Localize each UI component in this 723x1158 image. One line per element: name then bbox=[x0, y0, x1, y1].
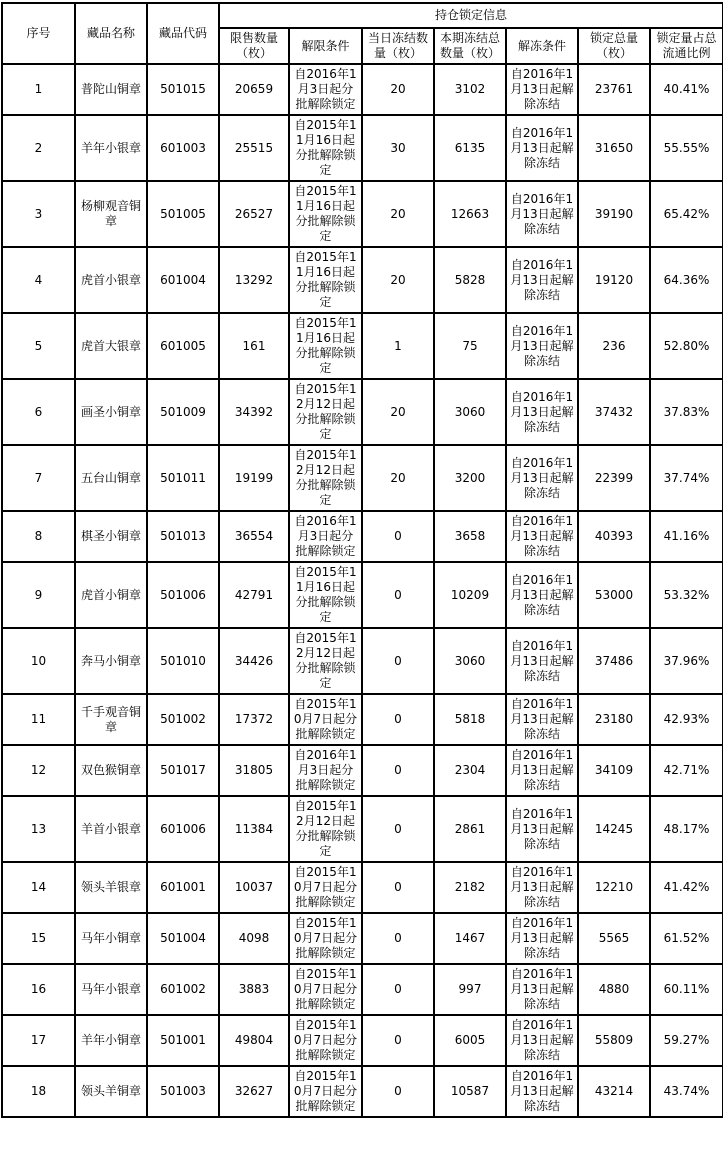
cell-restricted-qty: 34392 bbox=[219, 379, 289, 445]
cell-unlock-condition: 自2015年12月12日起分批解除锁定 bbox=[289, 445, 362, 511]
table-row bbox=[2, 796, 723, 862]
table-header bbox=[2, 3, 723, 64]
cell-unfreeze-condition: 自2016年1月13日起解除冻结 bbox=[506, 862, 578, 913]
cell-unlock-condition: 自2015年11月16日起分批解除锁定 bbox=[289, 562, 362, 628]
cell-period-frozen-total: 5828 bbox=[434, 247, 506, 313]
table-row bbox=[2, 181, 723, 247]
col-header-period-frozen-total: 本期冻结总数量（枚） bbox=[434, 28, 506, 64]
cell-period-frozen-total: 2861 bbox=[434, 796, 506, 862]
cell-restricted-qty: 19199 bbox=[219, 445, 289, 511]
col-header-unfreeze-condition: 解冻条件 bbox=[506, 28, 578, 64]
cell-item-name: 杨柳观音铜章 bbox=[75, 181, 147, 247]
cell-unlock-condition: 自2015年10月7日起分批解除锁定 bbox=[289, 913, 362, 964]
cell-restricted-qty: 10037 bbox=[219, 862, 289, 913]
cell-unfreeze-condition: 自2016年1月13日起解除冻结 bbox=[506, 379, 578, 445]
cell-daily-frozen-qty: 0 bbox=[362, 562, 434, 628]
cell-seq: 14 bbox=[2, 862, 75, 913]
cell-restricted-qty: 32627 bbox=[219, 1066, 289, 1117]
holding-lock-info-table bbox=[1, 2, 723, 1118]
cell-locked-total: 4880 bbox=[578, 964, 650, 1015]
cell-item-name: 棋圣小铜章 bbox=[75, 511, 147, 562]
cell-unfreeze-condition: 自2016年1月13日起解除冻结 bbox=[506, 1015, 578, 1066]
cell-restricted-qty: 17372 bbox=[219, 694, 289, 745]
cell-unfreeze-condition: 自2016年1月13日起解除冻结 bbox=[506, 511, 578, 562]
cell-locked-total: 43214 bbox=[578, 1066, 650, 1117]
cell-seq: 7 bbox=[2, 445, 75, 511]
cell-locked-total: 31650 bbox=[578, 115, 650, 181]
cell-daily-frozen-qty: 20 bbox=[362, 445, 434, 511]
cell-restricted-qty: 4098 bbox=[219, 913, 289, 964]
cell-item-code: 501006 bbox=[147, 562, 219, 628]
cell-locked-total: 5565 bbox=[578, 913, 650, 964]
cell-period-frozen-total: 10209 bbox=[434, 562, 506, 628]
cell-restricted-qty: 11384 bbox=[219, 796, 289, 862]
cell-item-name: 双色猴铜章 bbox=[75, 745, 147, 796]
cell-locked-total: 14245 bbox=[578, 796, 650, 862]
cell-unlock-condition: 自2015年10月7日起分批解除锁定 bbox=[289, 964, 362, 1015]
cell-locked-total: 53000 bbox=[578, 562, 650, 628]
cell-locked-ratio: 43.74% bbox=[650, 1066, 723, 1117]
cell-daily-frozen-qty: 0 bbox=[362, 1066, 434, 1117]
cell-item-code: 501003 bbox=[147, 1066, 219, 1117]
group-header-row bbox=[2, 3, 723, 28]
cell-item-code: 601002 bbox=[147, 964, 219, 1015]
cell-locked-total: 23180 bbox=[578, 694, 650, 745]
cell-item-name: 普陀山铜章 bbox=[75, 64, 147, 115]
cell-daily-frozen-qty: 0 bbox=[362, 913, 434, 964]
cell-unlock-condition: 自2015年10月7日起分批解除锁定 bbox=[289, 1066, 362, 1117]
cell-locked-ratio: 37.74% bbox=[650, 445, 723, 511]
table-row bbox=[2, 64, 723, 115]
col-header-seq: 序号 bbox=[2, 3, 75, 64]
cell-item-code: 501001 bbox=[147, 1015, 219, 1066]
cell-unfreeze-condition: 自2016年1月13日起解除冻结 bbox=[506, 313, 578, 379]
cell-daily-frozen-qty: 0 bbox=[362, 628, 434, 694]
table-row bbox=[2, 694, 723, 745]
cell-period-frozen-total: 3200 bbox=[434, 445, 506, 511]
cell-seq: 16 bbox=[2, 964, 75, 1015]
cell-restricted-qty: 20659 bbox=[219, 64, 289, 115]
cell-item-code: 501015 bbox=[147, 64, 219, 115]
cell-item-name: 虎首小银章 bbox=[75, 247, 147, 313]
cell-daily-frozen-qty: 0 bbox=[362, 964, 434, 1015]
cell-daily-frozen-qty: 0 bbox=[362, 862, 434, 913]
cell-period-frozen-total: 3060 bbox=[434, 628, 506, 694]
cell-seq: 12 bbox=[2, 745, 75, 796]
cell-item-code: 501010 bbox=[147, 628, 219, 694]
cell-restricted-qty: 31805 bbox=[219, 745, 289, 796]
cell-unfreeze-condition: 自2016年1月13日起解除冻结 bbox=[506, 181, 578, 247]
cell-seq: 6 bbox=[2, 379, 75, 445]
cell-seq: 11 bbox=[2, 694, 75, 745]
cell-locked-total: 55809 bbox=[578, 1015, 650, 1066]
cell-seq: 5 bbox=[2, 313, 75, 379]
cell-unfreeze-condition: 自2016年1月13日起解除冻结 bbox=[506, 796, 578, 862]
cell-seq: 4 bbox=[2, 247, 75, 313]
cell-item-name: 领头羊银章 bbox=[75, 862, 147, 913]
cell-unlock-condition: 自2015年10月7日起分批解除锁定 bbox=[289, 694, 362, 745]
cell-seq: 18 bbox=[2, 1066, 75, 1117]
cell-item-name: 马年小银章 bbox=[75, 964, 147, 1015]
cell-unfreeze-condition: 自2016年1月13日起解除冻结 bbox=[506, 64, 578, 115]
cell-item-code: 501017 bbox=[147, 745, 219, 796]
col-header-restricted-qty: 限售数量（枚） bbox=[219, 28, 289, 64]
cell-restricted-qty: 42791 bbox=[219, 562, 289, 628]
cell-daily-frozen-qty: 20 bbox=[362, 64, 434, 115]
cell-seq: 13 bbox=[2, 796, 75, 862]
cell-restricted-qty: 26527 bbox=[219, 181, 289, 247]
table-row bbox=[2, 913, 723, 964]
cell-unfreeze-condition: 自2016年1月13日起解除冻结 bbox=[506, 445, 578, 511]
cell-daily-frozen-qty: 30 bbox=[362, 115, 434, 181]
cell-locked-total: 37432 bbox=[578, 379, 650, 445]
cell-restricted-qty: 3883 bbox=[219, 964, 289, 1015]
cell-unlock-condition: 自2015年11月16日起分批解除锁定 bbox=[289, 181, 362, 247]
cell-period-frozen-total: 997 bbox=[434, 964, 506, 1015]
cell-unlock-condition: 自2015年12月12日起分批解除锁定 bbox=[289, 628, 362, 694]
cell-locked-ratio: 55.55% bbox=[650, 115, 723, 181]
cell-unfreeze-condition: 自2016年1月13日起解除冻结 bbox=[506, 628, 578, 694]
group-header-lock-info: 持仓锁定信息 bbox=[219, 3, 723, 28]
cell-unlock-condition: 自2016年1月3日起分批解除锁定 bbox=[289, 64, 362, 115]
cell-item-name: 奔马小铜章 bbox=[75, 628, 147, 694]
cell-restricted-qty: 13292 bbox=[219, 247, 289, 313]
table-row bbox=[2, 115, 723, 181]
cell-locked-total: 12210 bbox=[578, 862, 650, 913]
cell-item-code: 601005 bbox=[147, 313, 219, 379]
table-row bbox=[2, 313, 723, 379]
cell-locked-ratio: 53.32% bbox=[650, 562, 723, 628]
cell-unlock-condition: 自2015年11月16日起分批解除锁定 bbox=[289, 115, 362, 181]
cell-locked-ratio: 61.52% bbox=[650, 913, 723, 964]
cell-daily-frozen-qty: 1 bbox=[362, 313, 434, 379]
cell-daily-frozen-qty: 0 bbox=[362, 694, 434, 745]
table-row bbox=[2, 862, 723, 913]
cell-item-code: 501004 bbox=[147, 913, 219, 964]
cell-seq: 1 bbox=[2, 64, 75, 115]
table-row bbox=[2, 1066, 723, 1117]
cell-item-code: 601004 bbox=[147, 247, 219, 313]
table-row bbox=[2, 445, 723, 511]
cell-locked-ratio: 40.41% bbox=[650, 64, 723, 115]
cell-period-frozen-total: 10587 bbox=[434, 1066, 506, 1117]
cell-unfreeze-condition: 自2016年1月13日起解除冻结 bbox=[506, 562, 578, 628]
cell-unlock-condition: 自2015年11月16日起分批解除锁定 bbox=[289, 247, 362, 313]
cell-seq: 15 bbox=[2, 913, 75, 964]
cell-item-code: 601003 bbox=[147, 115, 219, 181]
cell-locked-total: 37486 bbox=[578, 628, 650, 694]
cell-item-code: 601001 bbox=[147, 862, 219, 913]
cell-restricted-qty: 34426 bbox=[219, 628, 289, 694]
cell-unfreeze-condition: 自2016年1月13日起解除冻结 bbox=[506, 247, 578, 313]
cell-daily-frozen-qty: 0 bbox=[362, 796, 434, 862]
cell-item-name: 千手观音铜章 bbox=[75, 694, 147, 745]
table-row bbox=[2, 628, 723, 694]
cell-unlock-condition: 自2015年10月7日起分批解除锁定 bbox=[289, 862, 362, 913]
cell-period-frozen-total: 75 bbox=[434, 313, 506, 379]
cell-locked-total: 34109 bbox=[578, 745, 650, 796]
cell-item-name: 虎首小铜章 bbox=[75, 562, 147, 628]
cell-period-frozen-total: 12663 bbox=[434, 181, 506, 247]
cell-period-frozen-total: 5818 bbox=[434, 694, 506, 745]
cell-period-frozen-total: 2182 bbox=[434, 862, 506, 913]
cell-item-name: 虎首大银章 bbox=[75, 313, 147, 379]
cell-unfreeze-condition: 自2016年1月13日起解除冻结 bbox=[506, 1066, 578, 1117]
cell-period-frozen-total: 3060 bbox=[434, 379, 506, 445]
cell-unlock-condition: 自2015年11月16日起分批解除锁定 bbox=[289, 313, 362, 379]
cell-locked-ratio: 42.71% bbox=[650, 745, 723, 796]
cell-seq: 9 bbox=[2, 562, 75, 628]
cell-seq: 10 bbox=[2, 628, 75, 694]
cell-item-name: 马年小铜章 bbox=[75, 913, 147, 964]
cell-restricted-qty: 49804 bbox=[219, 1015, 289, 1066]
cell-unfreeze-condition: 自2016年1月13日起解除冻结 bbox=[506, 694, 578, 745]
cell-locked-ratio: 48.17% bbox=[650, 796, 723, 862]
cell-daily-frozen-qty: 20 bbox=[362, 379, 434, 445]
cell-item-name: 画圣小铜章 bbox=[75, 379, 147, 445]
col-header-daily-frozen-qty: 当日冻结数量（枚） bbox=[362, 28, 434, 64]
cell-locked-ratio: 41.42% bbox=[650, 862, 723, 913]
cell-unfreeze-condition: 自2016年1月13日起解除冻结 bbox=[506, 115, 578, 181]
cell-period-frozen-total: 2304 bbox=[434, 745, 506, 796]
table-row bbox=[2, 379, 723, 445]
table-row bbox=[2, 1015, 723, 1066]
col-header-unlock-condition: 解限条件 bbox=[289, 28, 362, 64]
table-row bbox=[2, 964, 723, 1015]
cell-unlock-condition: 自2015年10月7日起分批解除锁定 bbox=[289, 1015, 362, 1066]
cell-item-code: 501011 bbox=[147, 445, 219, 511]
cell-unlock-condition: 自2015年12月12日起分批解除锁定 bbox=[289, 796, 362, 862]
cell-locked-ratio: 59.27% bbox=[650, 1015, 723, 1066]
cell-locked-total: 40393 bbox=[578, 511, 650, 562]
table-row bbox=[2, 562, 723, 628]
cell-period-frozen-total: 3658 bbox=[434, 511, 506, 562]
cell-seq: 3 bbox=[2, 181, 75, 247]
cell-locked-ratio: 64.36% bbox=[650, 247, 723, 313]
cell-unfreeze-condition: 自2016年1月13日起解除冻结 bbox=[506, 964, 578, 1015]
cell-seq: 17 bbox=[2, 1015, 75, 1066]
cell-locked-total: 22399 bbox=[578, 445, 650, 511]
cell-locked-ratio: 65.42% bbox=[650, 181, 723, 247]
table-row bbox=[2, 511, 723, 562]
cell-item-code: 501013 bbox=[147, 511, 219, 562]
cell-locked-ratio: 52.80% bbox=[650, 313, 723, 379]
cell-restricted-qty: 25515 bbox=[219, 115, 289, 181]
table-row bbox=[2, 745, 723, 796]
cell-item-code: 501002 bbox=[147, 694, 219, 745]
cell-locked-ratio: 60.11% bbox=[650, 964, 723, 1015]
cell-restricted-qty: 161 bbox=[219, 313, 289, 379]
cell-restricted-qty: 36554 bbox=[219, 511, 289, 562]
cell-daily-frozen-qty: 20 bbox=[362, 247, 434, 313]
cell-locked-total: 39190 bbox=[578, 181, 650, 247]
cell-seq: 8 bbox=[2, 511, 75, 562]
cell-daily-frozen-qty: 20 bbox=[362, 181, 434, 247]
col-header-item-code: 藏品代码 bbox=[147, 3, 219, 64]
cell-item-code: 601006 bbox=[147, 796, 219, 862]
cell-daily-frozen-qty: 0 bbox=[362, 745, 434, 796]
cell-item-name: 羊年小铜章 bbox=[75, 1015, 147, 1066]
cell-unlock-condition: 自2016年1月3日起分批解除锁定 bbox=[289, 745, 362, 796]
cell-period-frozen-total: 6005 bbox=[434, 1015, 506, 1066]
cell-locked-ratio: 41.16% bbox=[650, 511, 723, 562]
cell-seq: 2 bbox=[2, 115, 75, 181]
cell-period-frozen-total: 6135 bbox=[434, 115, 506, 181]
cell-locked-total: 19120 bbox=[578, 247, 650, 313]
col-header-item-name: 藏品名称 bbox=[75, 3, 147, 64]
col-header-locked-total: 锁定总量（枚） bbox=[578, 28, 650, 64]
cell-period-frozen-total: 3102 bbox=[434, 64, 506, 115]
cell-item-code: 501005 bbox=[147, 181, 219, 247]
cell-item-code: 501009 bbox=[147, 379, 219, 445]
table-row bbox=[2, 247, 723, 313]
cell-locked-total: 23761 bbox=[578, 64, 650, 115]
cell-unfreeze-condition: 自2016年1月13日起解除冻结 bbox=[506, 745, 578, 796]
cell-unlock-condition: 自2016年1月3日起分批解除锁定 bbox=[289, 511, 362, 562]
col-header-locked-ratio: 锁定量占总流通比例 bbox=[650, 28, 723, 64]
cell-daily-frozen-qty: 0 bbox=[362, 1015, 434, 1066]
cell-locked-ratio: 42.93% bbox=[650, 694, 723, 745]
table-body bbox=[2, 64, 723, 1117]
cell-unlock-condition: 自2015年12月12日起分批解除锁定 bbox=[289, 379, 362, 445]
cell-unfreeze-condition: 自2016年1月13日起解除冻结 bbox=[506, 913, 578, 964]
cell-item-name: 五台山铜章 bbox=[75, 445, 147, 511]
cell-locked-ratio: 37.96% bbox=[650, 628, 723, 694]
cell-item-name: 羊首小银章 bbox=[75, 796, 147, 862]
cell-period-frozen-total: 1467 bbox=[434, 913, 506, 964]
cell-item-name: 羊年小银章 bbox=[75, 115, 147, 181]
cell-locked-total: 236 bbox=[578, 313, 650, 379]
cell-daily-frozen-qty: 0 bbox=[362, 511, 434, 562]
cell-locked-ratio: 37.83% bbox=[650, 379, 723, 445]
cell-item-name: 领头羊铜章 bbox=[75, 1066, 147, 1117]
